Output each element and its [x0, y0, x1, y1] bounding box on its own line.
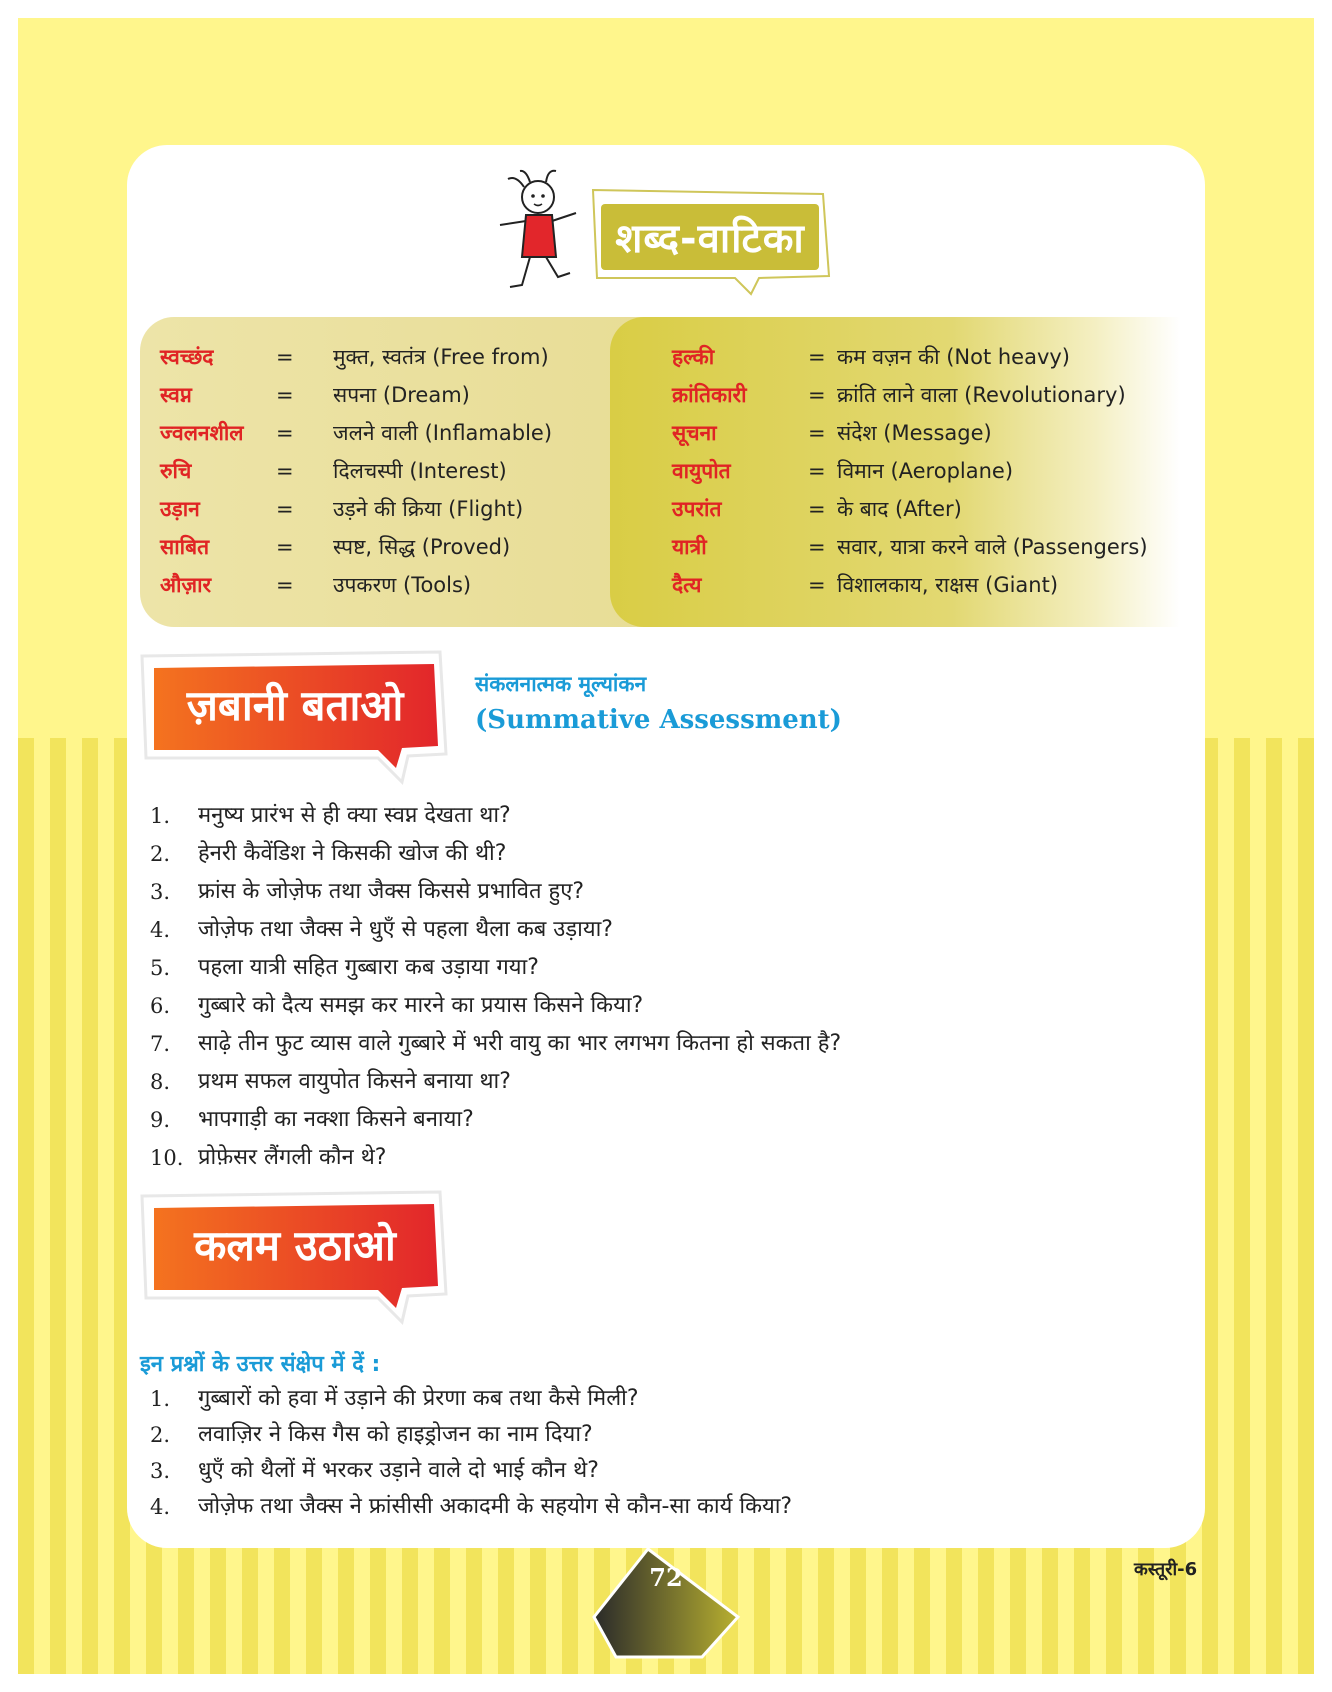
written-instruction: इन प्रश्नों के उत्तर संक्षेप में दें :	[140, 1352, 381, 1377]
question-number: 3.	[150, 880, 171, 904]
assessment-hindi: संकलनात्मक मूल्यांकन	[475, 672, 647, 696]
vocab-equals: =	[276, 497, 294, 521]
vocab-row	[672, 338, 1232, 376]
vocab-equals: =	[808, 459, 826, 483]
vocab-word: यात्री	[672, 535, 707, 559]
vocab-word: वायुपोत	[672, 459, 731, 483]
section-banner-written	[140, 1190, 450, 1325]
vocab-equals: =	[808, 535, 826, 559]
vocab-equals: =	[276, 383, 294, 407]
question-number: 7.	[150, 1032, 171, 1056]
vocab-equals: =	[276, 421, 294, 445]
question-text: साढ़े तीन फुट व्यास वाले गुब्बारे में भरी वायु का भार लगभग कितना हो सकता है?	[198, 1031, 842, 1056]
vocab-word: रुचि	[160, 459, 192, 483]
vocab-equals: =	[808, 497, 826, 521]
vocab-meaning: सवार, यात्रा करने वाले (Passengers)	[837, 535, 1148, 559]
vocab-meaning: स्पष्ट, सिद्ध (Proved)	[333, 535, 511, 559]
section-banner-oral	[140, 650, 450, 785]
question-text: गुब्बारों को हवा में उड़ाने की प्रेरणा कब तथा कैसे मिली?	[198, 1386, 639, 1411]
vocab-equals: =	[276, 535, 294, 559]
question-text: प्रथम सफल वायुपोत किसने बनाया था?	[198, 1069, 511, 1094]
vocab-meaning: उपकरण (Tools)	[333, 573, 472, 597]
vocab-row	[672, 452, 1232, 490]
vocab-equals: =	[276, 573, 294, 597]
vocab-row	[672, 566, 1232, 604]
question-number: 6.	[150, 994, 171, 1018]
question-text: पहला यात्री सहित गुब्बारा कब उड़ाया गया?	[198, 955, 539, 980]
vocab-word: सूचना	[672, 421, 717, 445]
vocab-row	[160, 338, 720, 376]
question-text: मनुष्य प्रारंभ से ही क्या स्वप्न देखता था?	[198, 803, 511, 828]
page-number-badge	[590, 1545, 742, 1660]
vocab-row	[160, 528, 720, 566]
vocab-row	[672, 490, 1232, 528]
vocab-word: स्वप्न	[160, 383, 192, 407]
question-number: 1.	[150, 804, 171, 828]
question-number: 2.	[150, 842, 171, 866]
vocab-word: उपरांत	[672, 497, 722, 521]
vocab-row	[160, 490, 720, 528]
vocab-word: उड़ान	[160, 497, 200, 521]
book-name: कस्तूरी-6	[1134, 1559, 1198, 1580]
vocab-meaning: के बाद (After)	[837, 497, 962, 521]
page-number: 72	[649, 1563, 683, 1592]
section-badge-shabd-vatika	[583, 186, 835, 296]
question-text: भापगाड़ी का नक्शा किसने बनाया?	[198, 1107, 474, 1132]
question-text: धुएँ को थैलों में भरकर उड़ाने वाले दो भाई कौन थे?	[198, 1458, 599, 1483]
vocab-equals: =	[808, 421, 826, 445]
question-text: लवाज़िर ने किस गैस को हाइड्रोजन का नाम दिया?	[198, 1422, 593, 1447]
girl-illustration-icon	[486, 165, 586, 295]
written-title: कलम उठाओ	[194, 1221, 396, 1270]
question-text: जोज़ेफ तथा जैक्स ने फ्रांसीसी अकादमी के सहयोग से कौन-सा कार्य किया?	[198, 1494, 793, 1519]
question-number: 8.	[150, 1070, 171, 1094]
vocab-meaning: विमान (Aeroplane)	[837, 459, 1014, 483]
vocab-meaning: कम वज़न की (Not heavy)	[837, 345, 1070, 369]
vocab-meaning: मुक्त, स्वतंत्र (Free from)	[333, 345, 549, 369]
question-text: फ्रांस के जोज़ेफ तथा जैक्स किससे प्रभावित हुए?	[198, 879, 585, 904]
vocab-meaning: सपना (Dream)	[333, 383, 470, 407]
vocab-meaning: क्रांति लाने वाला (Revolutionary)	[837, 383, 1126, 407]
vocab-row	[672, 414, 1232, 452]
question-text: प्रोफ़ेसर लैंगली कौन थे?	[198, 1145, 387, 1170]
vocab-row	[160, 566, 720, 604]
vocab-word: क्रांतिकारी	[672, 383, 747, 407]
vocab-row	[160, 376, 720, 414]
question-number: 5.	[150, 956, 171, 980]
question-number: 9.	[150, 1108, 171, 1132]
vocab-word: दैत्य	[672, 573, 702, 597]
vocab-meaning: संदेश (Message)	[837, 421, 992, 445]
vocab-word: ज्वलनशील	[160, 421, 244, 445]
badge-title: शब्द-वाटिका	[615, 216, 805, 262]
vocab-row	[160, 414, 720, 452]
question-number: 10.	[150, 1146, 184, 1170]
oral-title: ज़बानी बताओ	[186, 681, 404, 730]
vocab-row	[160, 452, 720, 490]
vocab-row	[672, 376, 1232, 414]
question-number: 4.	[150, 1495, 171, 1519]
vocab-word: औज़ार	[160, 573, 212, 597]
vocab-word: साबित	[160, 535, 210, 559]
question-number: 4.	[150, 918, 171, 942]
question-text: जोज़ेफ तथा जैक्स ने धुएँ से पहला थैला कब उड़ाया?	[198, 917, 613, 942]
vocab-word: स्वच्छंद	[160, 345, 214, 369]
question-text: हेनरी कैवेंडिश ने किसकी खोज की थी?	[198, 841, 507, 866]
assessment-english: (Summative Assessment)	[475, 705, 842, 735]
vocab-meaning: उड़ने की क्रिया (Flight)	[333, 497, 524, 521]
vocab-meaning: विशालकाय, राक्षस (Giant)	[837, 573, 1059, 597]
vocab-equals: =	[808, 345, 826, 369]
question-text: गुब्बारे को दैत्य समझ कर मारने का प्रयास किसने किया?	[198, 993, 644, 1018]
question-number: 1.	[150, 1387, 171, 1411]
vocab-word: हल्की	[672, 345, 715, 369]
question-number: 2.	[150, 1423, 171, 1447]
vocab-row	[672, 528, 1232, 566]
vocab-meaning: दिलचस्पी (Interest)	[333, 459, 507, 483]
vocab-equals: =	[808, 383, 826, 407]
vocab-meaning: जलने वाली (Inflamable)	[333, 421, 553, 445]
vocab-equals: =	[276, 459, 294, 483]
vocab-equals: =	[808, 573, 826, 597]
question-number: 3.	[150, 1459, 171, 1483]
vocab-equals: =	[276, 345, 294, 369]
